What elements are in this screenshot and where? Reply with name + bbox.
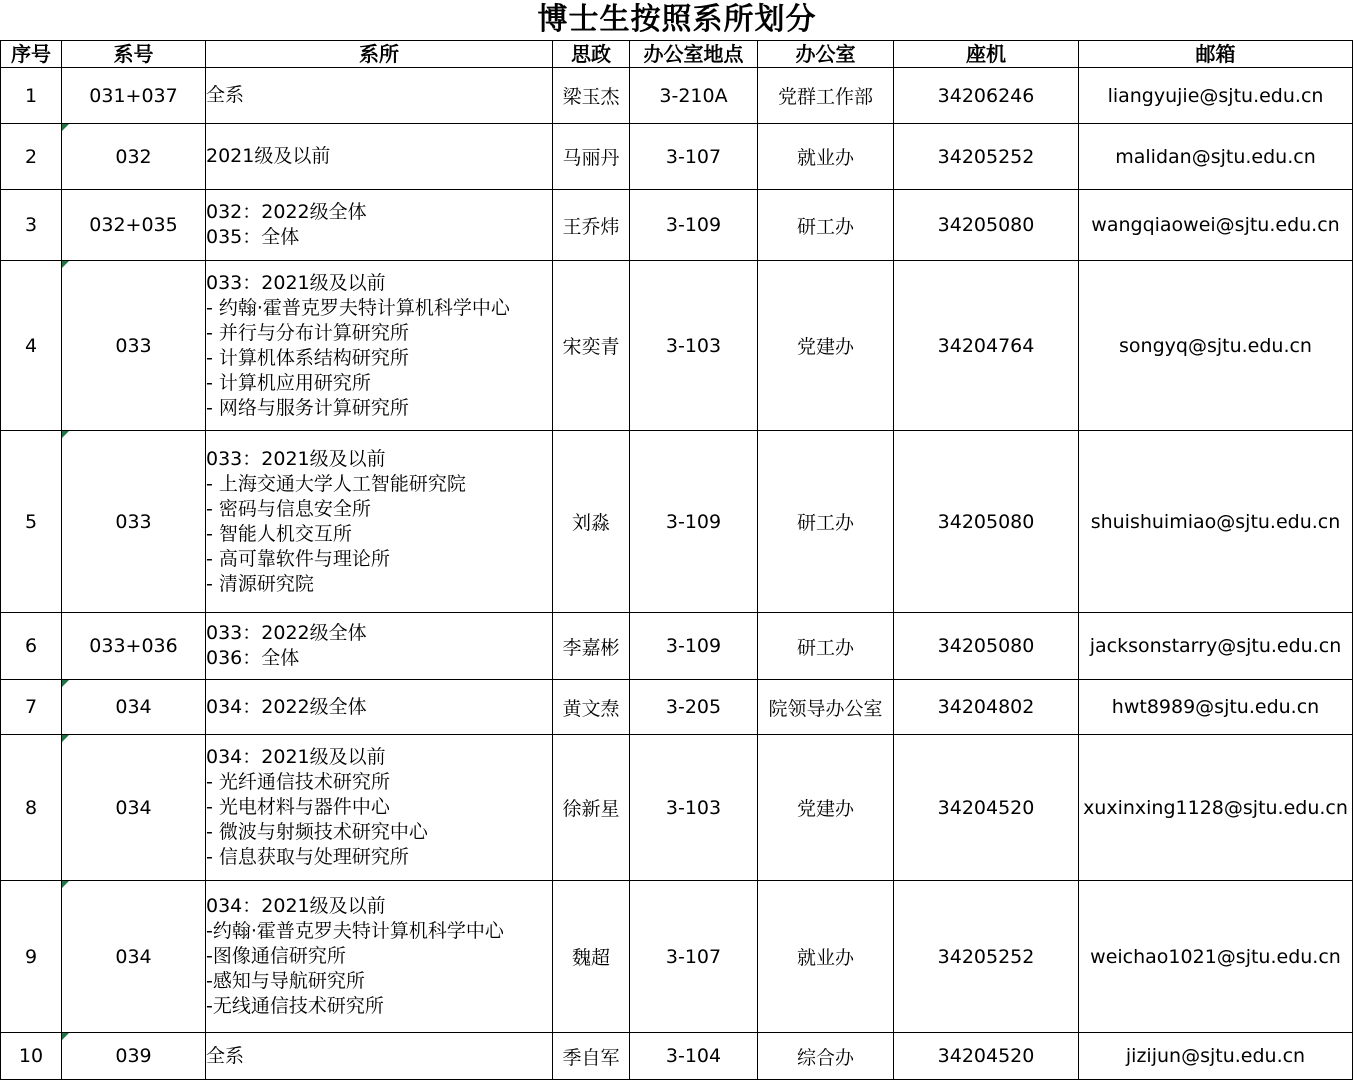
cell-email[interactable]: weichao1021@sjtu.edu.cn bbox=[1079, 881, 1353, 1033]
cell-dept[interactable] bbox=[206, 735, 553, 881]
dept-line: - 上海交通大学人工智能研究院 bbox=[206, 472, 466, 495]
dept-line: - 高可靠软件与理论所 bbox=[206, 547, 390, 570]
cell-advisor[interactable]: 黄文焘 bbox=[553, 680, 630, 735]
cell-dept[interactable] bbox=[206, 190, 553, 261]
cell-email[interactable]: liangyujie@sjtu.edu.cn bbox=[1079, 68, 1353, 124]
cell-location[interactable]: 3-109 bbox=[630, 190, 758, 261]
cell-phone[interactable]: 34205080 bbox=[894, 190, 1079, 261]
dept-line: 全系 bbox=[206, 84, 245, 106]
cell-email[interactable]: jizijun@sjtu.edu.cn bbox=[1079, 1033, 1353, 1080]
cell-dept-no[interactable]: 034 bbox=[62, 680, 206, 735]
cell-index[interactable]: 6 bbox=[1, 613, 62, 680]
cell-dept[interactable] bbox=[206, 680, 553, 735]
cell-indicator-icon bbox=[62, 881, 69, 888]
cell-indicator-icon bbox=[62, 1033, 69, 1040]
cell-index[interactable]: 2 bbox=[1, 124, 62, 190]
cell-index[interactable]: 3 bbox=[1, 190, 62, 261]
header-advisor[interactable]: 思政 bbox=[553, 41, 630, 68]
table-row bbox=[1, 190, 1353, 261]
cell-index[interactable]: 4 bbox=[1, 261, 62, 431]
table-row bbox=[1, 1033, 1353, 1080]
table-row bbox=[1, 431, 1353, 613]
dept-line: - 光纤通信技术研究所 bbox=[206, 771, 390, 793]
cell-dept[interactable] bbox=[206, 124, 553, 190]
cell-email[interactable]: jacksonstarry@sjtu.edu.cn bbox=[1079, 613, 1353, 680]
cell-dept-no[interactable]: 033+036 bbox=[62, 613, 206, 680]
cell-index[interactable]: 10 bbox=[1, 1033, 62, 1080]
dept-line: -约翰·霍普克罗夫特计算机科学中心 bbox=[206, 920, 504, 942]
dept-line: 033：2021级及以前 bbox=[206, 447, 386, 470]
cell-email[interactable]: wangqiaowei@sjtu.edu.cn bbox=[1079, 190, 1353, 261]
header-phone[interactable]: 座机 bbox=[894, 41, 1079, 68]
cell-advisor[interactable]: 马丽丹 bbox=[553, 124, 630, 190]
cell-location[interactable]: 3-205 bbox=[630, 680, 758, 735]
cell-index[interactable]: 8 bbox=[1, 735, 62, 881]
cell-advisor[interactable]: 季自军 bbox=[553, 1033, 630, 1080]
cell-dept[interactable] bbox=[206, 1033, 553, 1080]
cell-location[interactable]: 3-104 bbox=[630, 1033, 758, 1080]
dept-line: 032：2022级全体 bbox=[206, 201, 367, 223]
header-email[interactable]: 邮箱 bbox=[1079, 41, 1353, 68]
cell-office[interactable]: 党群工作部 bbox=[758, 68, 894, 124]
table-row bbox=[1, 124, 1353, 190]
header-row bbox=[1, 41, 1353, 68]
cell-location[interactable]: 3-109 bbox=[630, 613, 758, 680]
header-index[interactable]: 序号 bbox=[1, 41, 62, 68]
table-row bbox=[1, 881, 1353, 1033]
cell-advisor[interactable]: 刘淼 bbox=[553, 431, 630, 613]
dept-line: - 计算机体系结构研究所 bbox=[206, 346, 409, 369]
dept-line: - 智能人机交互所 bbox=[206, 522, 352, 545]
header-office[interactable]: 办公室 bbox=[758, 41, 894, 68]
dept-line: 全系 bbox=[206, 1044, 245, 1067]
cell-indicator-icon bbox=[62, 124, 69, 131]
dept-line: - 网络与服务计算研究所 bbox=[206, 396, 409, 419]
cell-office[interactable]: 研工办 bbox=[758, 190, 894, 261]
cell-index[interactable]: 1 bbox=[1, 68, 62, 124]
cell-email[interactable]: xuxinxing1128@sjtu.edu.cn bbox=[1079, 735, 1353, 881]
cell-office[interactable]: 党建办 bbox=[758, 261, 894, 431]
cell-phone[interactable]: 34204764 bbox=[894, 261, 1079, 431]
dept-line: - 光电材料与器件中心 bbox=[206, 796, 390, 818]
dept-line: 034：2021级及以前 bbox=[206, 895, 386, 917]
cell-dept-no[interactable]: 032+035 bbox=[62, 190, 206, 261]
table-row bbox=[1, 680, 1353, 735]
dept-line: - 清源研究院 bbox=[206, 572, 314, 595]
sheet-title: 博士生按照系所划分 bbox=[537, 2, 817, 37]
dept-line: 033：2021级及以前 bbox=[206, 271, 386, 294]
cell-dept-no[interactable]: 034 bbox=[62, 735, 206, 881]
cell-index[interactable]: 9 bbox=[1, 881, 62, 1033]
cell-phone[interactable]: 34205252 bbox=[894, 881, 1079, 1033]
cell-indicator-icon bbox=[62, 680, 69, 687]
cell-indicator-icon bbox=[62, 431, 69, 438]
cell-indicator-icon bbox=[62, 261, 69, 268]
dept-line: - 密码与信息安全所 bbox=[206, 497, 371, 520]
cell-location[interactable]: 3-107 bbox=[630, 124, 758, 190]
header-location[interactable]: 办公室地点 bbox=[630, 41, 758, 68]
cell-phone[interactable]: 34204520 bbox=[894, 735, 1079, 881]
cell-advisor[interactable]: 宋奕青 bbox=[553, 261, 630, 431]
cell-office[interactable]: 就业办 bbox=[758, 881, 894, 1033]
cell-dept[interactable] bbox=[206, 881, 553, 1033]
cell-office[interactable]: 研工办 bbox=[758, 431, 894, 613]
cell-phone[interactable]: 34205080 bbox=[894, 613, 1079, 680]
cell-email[interactable]: songyq@sjtu.edu.cn bbox=[1079, 261, 1353, 431]
cell-dept-no[interactable]: 032 bbox=[62, 124, 206, 190]
cell-dept[interactable] bbox=[206, 261, 553, 431]
cell-dept[interactable] bbox=[206, 613, 553, 680]
cell-advisor[interactable]: 王乔炜 bbox=[553, 190, 630, 261]
cell-location[interactable]: 3-107 bbox=[630, 881, 758, 1033]
dept-line: 034：2022级全体 bbox=[206, 695, 367, 718]
dept-line: 2021级及以前 bbox=[206, 145, 331, 167]
cell-location[interactable]: 3-103 bbox=[630, 261, 758, 431]
dept-line: -无线通信技术研究所 bbox=[206, 995, 384, 1017]
dept-line: - 信息获取与处理研究所 bbox=[206, 846, 409, 868]
staff-table bbox=[0, 40, 1353, 1080]
cell-dept[interactable] bbox=[206, 68, 553, 124]
dept-line: - 计算机应用研究所 bbox=[206, 371, 371, 394]
cell-index[interactable]: 5 bbox=[1, 431, 62, 613]
cell-email[interactable]: shuishuimiao@sjtu.edu.cn bbox=[1079, 431, 1353, 613]
cell-dept-no[interactable]: 033 bbox=[62, 261, 206, 431]
dept-line: -图像通信研究所 bbox=[206, 945, 346, 967]
dept-line: 034：2021级及以前 bbox=[206, 746, 386, 768]
cell-office[interactable]: 党建办 bbox=[758, 735, 894, 881]
cell-email[interactable]: malidan@sjtu.edu.cn bbox=[1079, 124, 1353, 190]
dept-line: - 微波与射频技术研究中心 bbox=[206, 821, 428, 843]
cell-phone[interactable]: 34205252 bbox=[894, 124, 1079, 190]
header-dept-no[interactable]: 系号 bbox=[62, 41, 206, 68]
dept-line: 033：2022级全体 bbox=[206, 622, 367, 644]
cell-dept[interactable] bbox=[206, 431, 553, 613]
cell-phone[interactable]: 34206246 bbox=[894, 68, 1079, 124]
cell-phone[interactable]: 34204802 bbox=[894, 680, 1079, 735]
table-row bbox=[1, 613, 1353, 680]
header-dept[interactable]: 系所 bbox=[206, 41, 553, 68]
cell-office[interactable]: 综合办 bbox=[758, 1033, 894, 1080]
cell-office[interactable]: 院领导办公室 bbox=[758, 680, 894, 735]
cell-location[interactable]: 3-103 bbox=[630, 735, 758, 881]
dept-line: - 并行与分布计算研究所 bbox=[206, 321, 409, 344]
cell-office[interactable]: 研工办 bbox=[758, 613, 894, 680]
cell-indicator-icon bbox=[62, 735, 69, 742]
cell-location[interactable]: 3-210A bbox=[630, 68, 758, 124]
table-row bbox=[1, 68, 1353, 124]
cell-office[interactable]: 就业办 bbox=[758, 124, 894, 190]
cell-advisor[interactable]: 徐新星 bbox=[553, 735, 630, 881]
cell-advisor[interactable]: 梁玉杰 bbox=[553, 68, 630, 124]
cell-dept-no[interactable]: 031+037 bbox=[62, 68, 206, 124]
dept-line: 036：全体 bbox=[206, 647, 300, 669]
cell-dept-no[interactable]: 039 bbox=[62, 1033, 206, 1080]
cell-advisor[interactable]: 魏超 bbox=[553, 881, 630, 1033]
cell-dept-no[interactable]: 034 bbox=[62, 881, 206, 1033]
cell-location[interactable]: 3-109 bbox=[630, 431, 758, 613]
cell-phone[interactable]: 34204520 bbox=[894, 1033, 1079, 1080]
cell-advisor[interactable]: 李嘉彬 bbox=[553, 613, 630, 680]
cell-phone[interactable]: 34205080 bbox=[894, 431, 1079, 613]
dept-line: -感知与导航研究所 bbox=[206, 970, 365, 992]
table-row bbox=[1, 735, 1353, 881]
cell-dept-no[interactable]: 033 bbox=[62, 431, 206, 613]
table-row bbox=[1, 261, 1353, 431]
dept-line: - 约翰·霍普克罗夫特计算机科学中心 bbox=[206, 296, 510, 319]
cell-email[interactable]: hwt8989@sjtu.edu.cn bbox=[1079, 680, 1353, 735]
cell-index[interactable]: 7 bbox=[1, 680, 62, 735]
dept-line: 035：全体 bbox=[206, 226, 300, 248]
